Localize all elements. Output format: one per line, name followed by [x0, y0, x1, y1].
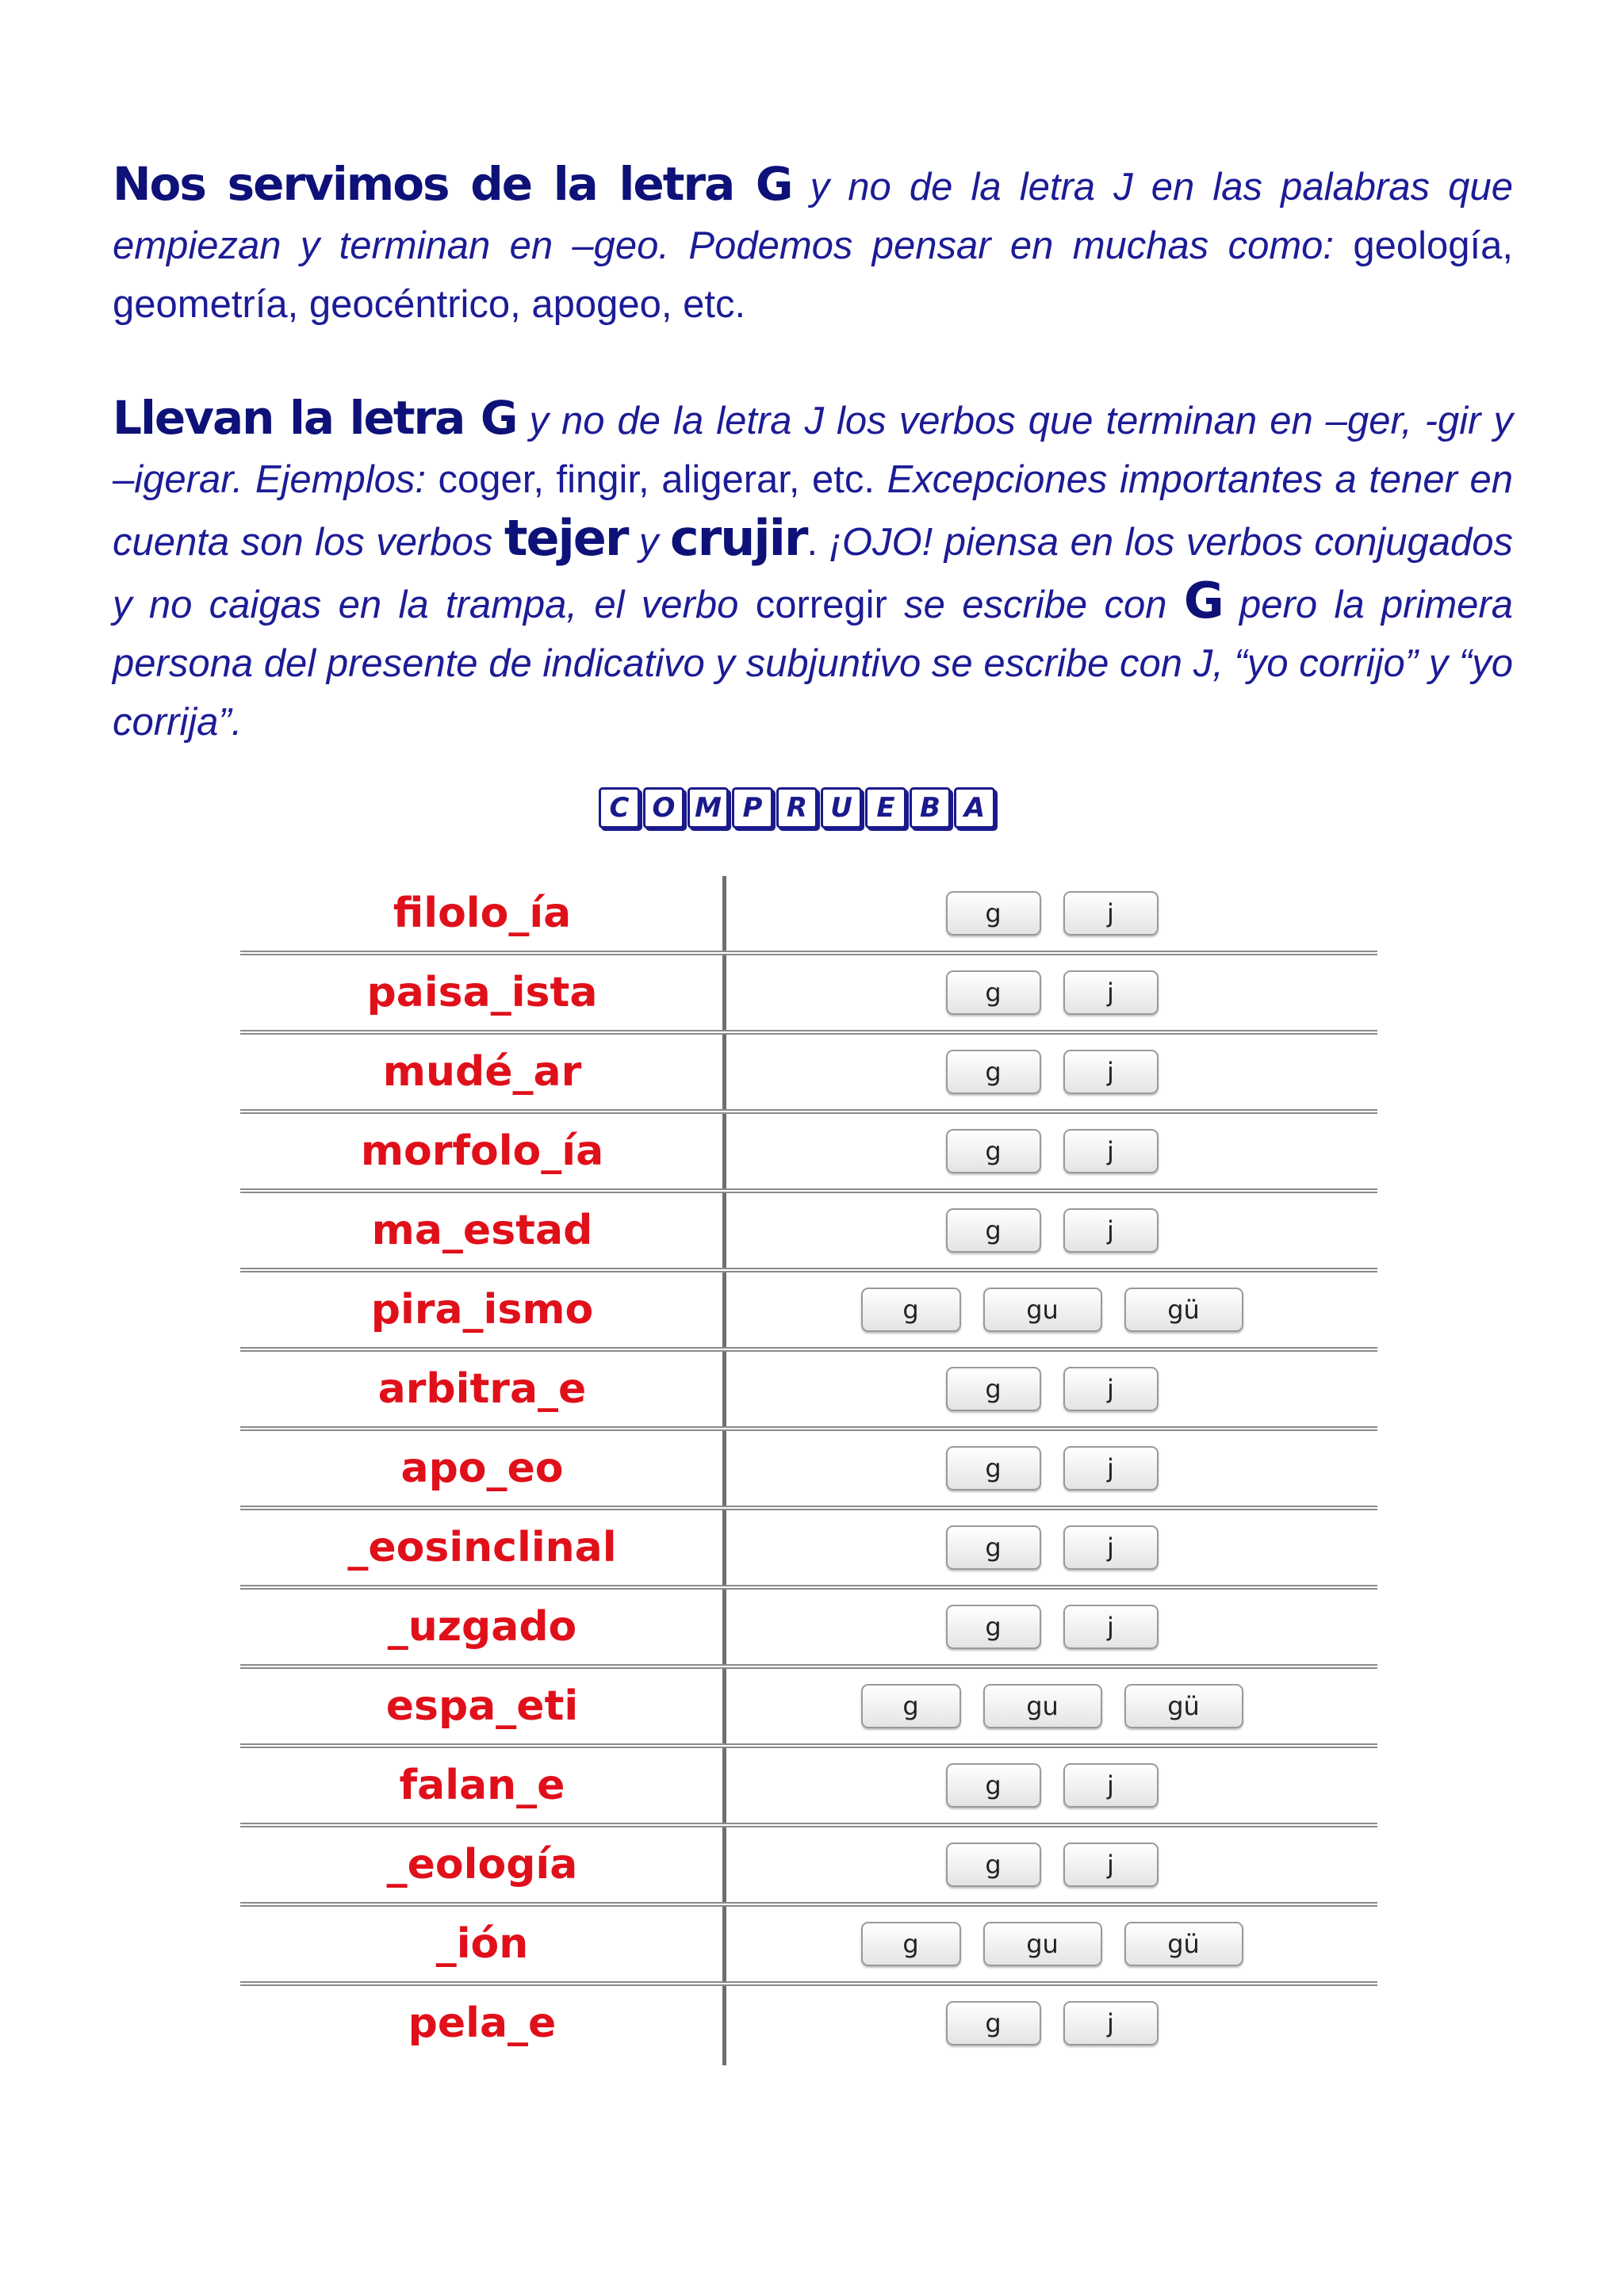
exercise-word: _eosinclinal: [347, 1524, 617, 1571]
comprueba-tile[interactable]: A: [954, 787, 995, 828]
exercise-table: [240, 876, 1377, 2065]
comprueba-tile[interactable]: E: [865, 787, 906, 828]
option-button-j[interactable]: j: [1063, 970, 1159, 1015]
option-button-j[interactable]: j: [1063, 891, 1159, 936]
option-button-g[interactable]: g: [946, 1367, 1041, 1411]
answer-options: [726, 955, 1377, 1030]
rule-paragraph-geo: [113, 155, 1513, 334]
comprueba-tile[interactable]: P: [732, 787, 773, 828]
comprueba-button[interactable]: [599, 787, 995, 835]
option-button-j[interactable]: j: [1063, 1843, 1159, 1887]
exercise-word: _ión: [435, 1920, 529, 1968]
answer-options: [726, 1114, 1377, 1188]
exercise-row: [240, 1827, 1377, 1907]
exercise-row: [240, 1272, 1377, 1352]
option-button-g[interactable]: g: [946, 2001, 1041, 2045]
option-button-g[interactable]: g: [946, 1446, 1041, 1490]
answer-options: [726, 1986, 1377, 2061]
rule-text: pero la primera persona del presente de indicativo y subjuntivo se escribe con J, “yo corrijo” y “yo corrija”.: [113, 584, 1513, 744]
exercise-word: paisa_ista: [366, 969, 598, 1016]
rule-text: se escribe con: [887, 584, 1184, 626]
rule-text: y no de la letra J los verbos que terminan en –ger, -gir y –igerar. Ejemplos:: [113, 400, 1513, 501]
rule-paragraph-verbs: [113, 388, 1513, 752]
answer-options: [726, 1431, 1377, 1506]
rule-text: y no de la letra J en las palabras que empiezan y terminan en –geo. Podemos pensar en muchas como:: [113, 166, 1513, 267]
option-button-g[interactable]: g: [946, 1763, 1041, 1808]
comprueba-tile[interactable]: U: [821, 787, 862, 828]
option-button-j[interactable]: j: [1063, 1605, 1159, 1649]
option-button-j[interactable]: j: [1063, 1446, 1159, 1490]
option-button-g[interactable]: g: [946, 1605, 1041, 1649]
exercise-word: pira_ismo: [370, 1286, 594, 1334]
answer-options: [726, 1669, 1377, 1743]
option-button-g[interactable]: g: [861, 1684, 961, 1728]
answer-options: [726, 1193, 1377, 1268]
exercise-word: _uzgado: [387, 1603, 577, 1651]
exercise-row: [240, 1431, 1377, 1510]
option-button-g[interactable]: g: [946, 1525, 1041, 1570]
comprueba-tile[interactable]: C: [599, 787, 640, 828]
letter-g: G: [1183, 572, 1223, 629]
exercise-row: [240, 1510, 1377, 1590]
exercise-row: [240, 1907, 1377, 1986]
rule-text: Excepciones importantes a tener en cuenta son los verbos: [113, 458, 1513, 564]
exercise-row: [240, 1352, 1377, 1431]
exercise-row: [240, 955, 1377, 1035]
rule-text: ¡OJO! piensa en los verbos conjugados y no caigas en la trampa, el verbo: [113, 521, 1513, 626]
exercise-word: arbitra_e: [377, 1365, 587, 1413]
option-button-g[interactable]: g: [946, 1129, 1041, 1173]
answer-options: [726, 1748, 1377, 1823]
option-button-gu[interactable]: gu: [983, 1922, 1102, 1966]
answer-options: [726, 1510, 1377, 1585]
comprueba-tile[interactable]: O: [643, 787, 684, 828]
comprueba-tile[interactable]: B: [910, 787, 951, 828]
rule-text: y: [627, 521, 670, 564]
rule-text: .: [806, 521, 829, 564]
exercise-row: [240, 1669, 1377, 1748]
answer-options: [726, 1352, 1377, 1426]
exception-verb: tejer: [504, 509, 628, 567]
rule-heading: Nos servimos de la letra G: [113, 157, 792, 211]
option-button-gu[interactable]: gu: [983, 1288, 1102, 1332]
option-button-j[interactable]: j: [1063, 1367, 1159, 1411]
exercise-word: mudé_ar: [382, 1048, 582, 1096]
option-button-gu-dieresis[interactable]: gü: [1124, 1684, 1243, 1728]
exception-verb: crujir: [669, 509, 807, 567]
rule-examples: geología, geometría, geocéntrico, apogeo, etc.: [113, 224, 1513, 326]
option-button-j[interactable]: j: [1063, 1208, 1159, 1253]
option-button-j[interactable]: j: [1063, 1525, 1159, 1570]
option-button-gu[interactable]: gu: [983, 1684, 1102, 1728]
option-button-g[interactable]: g: [946, 970, 1041, 1015]
exercise-row: [240, 1193, 1377, 1272]
exercise-word: espa_eti: [385, 1682, 579, 1730]
example-verb: corregir: [755, 584, 887, 626]
exercise-word: apo_eo: [400, 1445, 564, 1492]
option-button-g[interactable]: g: [861, 1288, 961, 1332]
exercise-row: [240, 1035, 1377, 1114]
option-button-g[interactable]: g: [946, 891, 1041, 936]
answer-options: [726, 876, 1377, 951]
answer-options: [726, 1272, 1377, 1347]
answer-options: [726, 1907, 1377, 1981]
exercise-word: _eología: [386, 1841, 578, 1888]
option-button-j[interactable]: j: [1063, 2001, 1159, 2045]
option-button-j[interactable]: j: [1063, 1129, 1159, 1173]
answer-options: [726, 1590, 1377, 1664]
exercise-row: [240, 1986, 1377, 2065]
comprueba-tile[interactable]: R: [776, 787, 818, 828]
option-button-gu-dieresis[interactable]: gü: [1124, 1922, 1243, 1966]
option-button-gu-dieresis[interactable]: gü: [1124, 1288, 1243, 1332]
exercise-row: [240, 876, 1377, 955]
option-button-g[interactable]: g: [861, 1922, 961, 1966]
option-button-g[interactable]: g: [946, 1208, 1041, 1253]
exercise-word: filolo_ía: [393, 890, 572, 937]
exercise-word: pela_e: [408, 1999, 557, 2047]
exercise-word: falan_e: [399, 1762, 565, 1809]
exercise-word: morfolo_ía: [360, 1127, 604, 1175]
rule-heading: Llevan la letra G: [113, 391, 517, 445]
exercise-row: [240, 1590, 1377, 1669]
option-button-j[interactable]: j: [1063, 1763, 1159, 1808]
option-button-g[interactable]: g: [946, 1050, 1041, 1094]
comprueba-tile[interactable]: M: [688, 787, 729, 828]
exercise-word: ma_estad: [371, 1207, 593, 1254]
option-button-j[interactable]: j: [1063, 1050, 1159, 1094]
answer-options: [726, 1827, 1377, 1902]
option-button-g[interactable]: g: [946, 1843, 1041, 1887]
answer-options: [726, 1035, 1377, 1109]
exercise-row: [240, 1748, 1377, 1827]
exercise-row: [240, 1114, 1377, 1193]
rule-examples: coger, fingir, aligerar, etc.: [438, 458, 875, 501]
